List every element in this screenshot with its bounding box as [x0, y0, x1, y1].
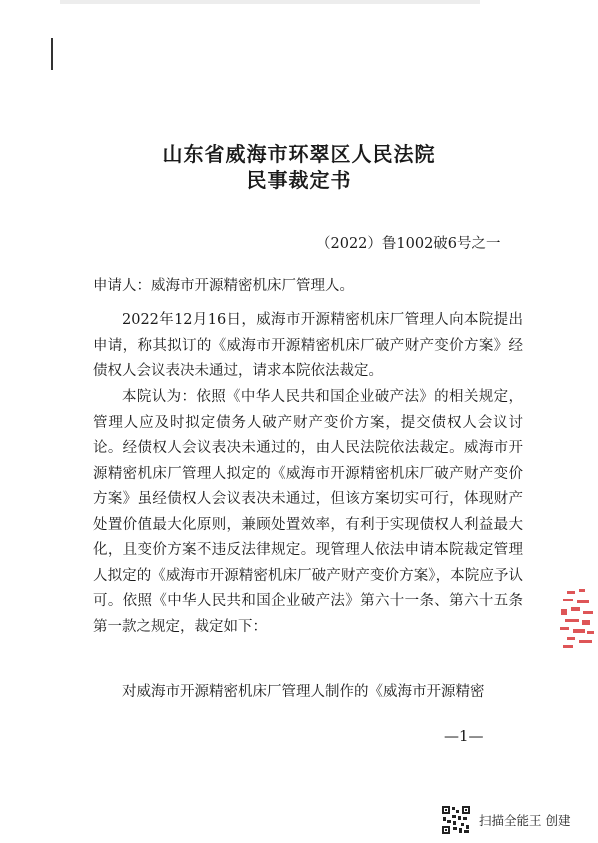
paragraph-applicant: 申请人：威海市开源精密机床厂管理人。 — [93, 278, 354, 294]
paragraph-request: 2022年12月16日，威海市开源精密机床厂管理人向本院提出申请，称其拟订的《威海市开源精密机床厂破产财产变价方案》经债权人会议表决未通过，请求本院依法裁定。 — [93, 312, 523, 379]
document-type: 民事裁定书 — [246, 168, 352, 192]
page-number: —1— — [444, 727, 484, 745]
binding-mark — [51, 38, 53, 70]
qr-code-icon — [441, 805, 471, 835]
court-name: 山东省威海市环翠区人民法院 — [162, 142, 436, 166]
case-number: （2022）鲁1002破6号之一 — [316, 236, 501, 252]
paragraph-ruling: 对威海市开源精密机床厂管理人制作的《威海市开源精密 — [122, 684, 485, 700]
court-seal-fragment-icon — [557, 585, 597, 655]
scan-edge — [60, 0, 480, 4]
paragraph-court-opinion: 本院认为：依照《中华人民共和国企业破产法》的相关规定，管理人应及时拟定债务人破产财产变价方案，提交债权人会议讨论。经债权人会议表决未通过的，由人民法院依法裁定。威海市开源精密机床厂管理人拟定的《威海市开源精密机床厂破产财产变价方案》虽经债权人会议表决未通过，但该方案切实可行，体现财产处置价值最大化原则，兼顾处置效率，有利于实现债权人利益最大化，且变价方案不违反法律规定。现管理人依法申请本院裁定管理人拟定的《威海市开源精密机床厂破产财产变价方案》，本院应予认可。依照《中华人民共和国企业破产法》第六十一条、第六十五条第一款之规定，裁定如下： — [93, 389, 523, 635]
scanner-label: 扫描全能王 创建 — [479, 813, 571, 828]
